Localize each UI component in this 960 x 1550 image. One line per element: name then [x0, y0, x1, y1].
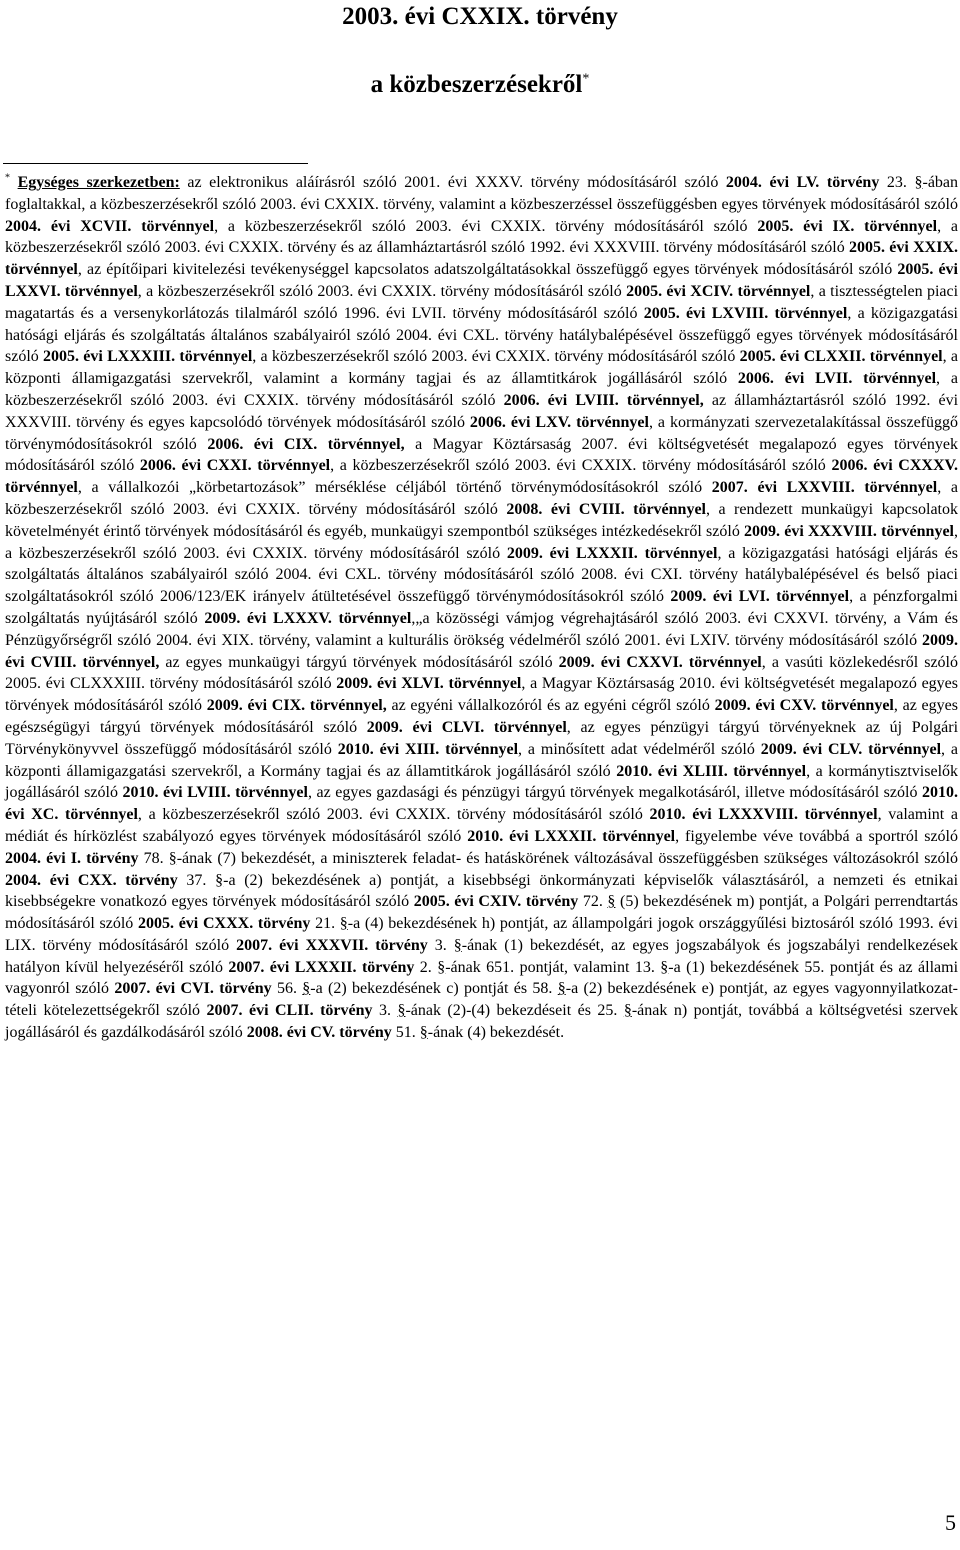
footnote-text-run: , valamint a médiát és hírközlést szabályozó egyes törvények módosításáról szóló — [5, 806, 959, 845]
law-reference: 2008. évi CV. törvény — [246, 1024, 392, 1042]
law-reference: 2005. évi XCIV. törvénnyel — [626, 282, 811, 300]
footnote-text-run: -ának (1) bekezdését, az egyes jogszabályok és jogszabályi rendelkezések hatályon kívül helyezéséről szóló — [5, 936, 958, 976]
footnote-text-run: 2. — [414, 958, 438, 976]
section-sign: § — [302, 980, 311, 998]
law-reference: 2004. évi LV. törvény — [725, 174, 880, 191]
subtitle-text: a közbeszerzésekről — [370, 71, 583, 98]
footnote-text-run: -ának (2)-(4) bekezdéseit és 25. — [405, 1002, 624, 1020]
law-reference: 2009. évi CXXVI. törvénnyel — [558, 653, 762, 671]
section-sign: § — [215, 871, 224, 889]
law-reference: 2010. évi XLIII. törvénnyel — [616, 762, 807, 780]
section-sign: § — [453, 936, 462, 954]
footnote-text-run: -a (2) bekezdésének a) pontját, a kisebbségi önkormányzati képviselők választásáról, a nemzeti és etnikai kisebbségekre vonatkozó egyes törvények módosításáról szóló — [5, 871, 959, 911]
footnote-text-run: , a minősített adat védelméről szóló — [518, 740, 761, 758]
footnote-text-run: , a közbeszerzésekről szóló 2003. évi CXXIX. törvény módosításáról szóló — [5, 479, 959, 518]
law-reference: 2007. évi XXXVII. törvény — [236, 936, 428, 954]
footnote-text-run: ,„a közösségi vámjog végrehajtásáról szóló 2003. évi CXXVI. törvény, a Vám és Pénzügyőrségről szóló 2004. évi XIX. törvény, valamint a kulturális örökség védelméről szóló 2001. évi LXIV. törvény módosításáról szóló — [5, 609, 959, 649]
footnote-text-run: , az egyes gazdasági és pénzügyi tárgyú törvények megalkotásáról, illetve módosításáról szóló — [307, 784, 922, 802]
footnote-text-run: , a kormánytisztviselők jogállásáról szóló — [5, 762, 959, 802]
section-sign: § — [419, 1024, 428, 1042]
law-reference: 2009. évi CVIII. törvénnyel, — [5, 631, 958, 671]
footnote-text-run: , a közbeszerzésekről szóló 2003. évi CXXIX. törvény módosításáról szóló — [5, 522, 958, 562]
section-sign: § — [339, 915, 348, 933]
law-reference: 2007. évi LXXXII. törvény — [228, 958, 415, 976]
footnote-text-run: , a Magyar Köztársaság 2010. évi költségvetését megalapozó egyes törvények módosításáról szóló — [5, 675, 958, 715]
law-reference: 2007. évi CVI. törvény — [114, 980, 272, 998]
section-sign: § — [607, 893, 616, 911]
law-reference: 2009. évi CLVI. törvénnyel — [366, 718, 567, 736]
footnote-text-run: 21. — [310, 915, 340, 933]
footnote-text-run: , figyelembe véve továbbá a sportról szóló — [675, 827, 959, 845]
document-title: 2003. évi CXXIX. törvény — [342, 3, 618, 30]
law-reference: 2009. évi LVI. törvénnyel — [670, 588, 850, 606]
section-sign: § — [397, 1002, 406, 1020]
footnote-text-run: 23. — [879, 174, 915, 191]
law-reference: 2005. évi LXXXIII. törvénnyel — [43, 348, 253, 366]
law-reference: 2009. évi LXXXII. törvénnyel — [506, 544, 718, 562]
footnote-body — [5, 174, 958, 1041]
footnote-text — [5, 172, 958, 1044]
section-sign: § — [437, 958, 446, 976]
law-reference: 2005. évi LXVIII. törvénnyel — [643, 304, 848, 322]
title-footnote-mark: * — [582, 71, 590, 87]
footnote-text-run: , a központi államigazgatási szervekről, a Kormány tagjai és az államtitkárok jogállásáról szóló — [5, 740, 959, 780]
law-reference: 2010. évi LXXXII. törvénnyel — [467, 827, 676, 845]
page-number: 5 — [945, 1510, 956, 1535]
footnote-text-run: , a közigazgatási hatósági eljárás és szolgáltatás általános szabályairól szóló 2004. évi CXL. törvény hatálybalépésével összefüggő egyes törvények módosításáról szóló — [5, 304, 958, 366]
footnote-text-run: a Magyar Köztársaság 2007. évi költségvetését megalapozó egyes törvények módosításáról szóló — [5, 435, 959, 475]
footnote-text-run: -a (2) bekezdésének c) pontját és 58. — [310, 980, 558, 998]
law-reference: 2010. évi XC. törvénnyel — [5, 784, 958, 824]
footnote-text-run: az elektronikus aláírásról szóló 2001. évi XXXV. törvény módosításáról szóló — [179, 174, 726, 191]
footnote-text-run: , a kormányzati szervezetalakítással összefüggő törvénymódosításokról szóló — [5, 413, 959, 453]
section-sign: § — [623, 1002, 632, 1020]
law-reference: 2005. évi CLXXII. törvénnyel — [739, 348, 943, 366]
law-reference: 2004. évi I. törvény — [5, 849, 139, 867]
footnote-text-run: -a (4) bekezdésének h) pontját, az állampolgári jogok országgyűlési biztosáról szóló 1993. évi LIX. törvény módosításáról szóló — [5, 915, 958, 954]
law-reference: 2004. évi XCVII. törvénnyel — [5, 217, 215, 235]
law-reference: 2009. évi XLVI. törvénnyel — [336, 675, 522, 693]
footnote-text-run: az egyéni vállalkozóról és az egyéni cégről szóló — [386, 697, 715, 715]
law-reference: 2006. évi LVIII. törvénnyel, — [503, 391, 704, 409]
law-reference: 2009. évi CLV. törvénnyel — [760, 740, 942, 758]
footnote-text-run: , a tisztességtelen piaci magatartás és a versenykorlátozás tilalmáról szóló 1996. évi LVII. törvény módosításáról szóló — [5, 282, 959, 322]
footnote-text-run: , a közbeszerzésekről szóló 2003. évi CXXIX. törvény módosításáról szóló — [214, 217, 758, 235]
law-reference: 2010. évi LVIII. törvénnyel — [122, 784, 308, 802]
law-reference: 2009. évi XXXVIII. törvénnyel — [744, 522, 954, 540]
footnote-text-run: , a közigazgatási hatósági eljárás és szolgáltatás általános szabályairól szóló 2004. évi CXL. törvény módosításáról szóló 2008. évi CXI. törvény hatálybalépésével és belső piaci szolgáltatásokról szóló 2006/123/EK irányelv átültetésével összefüggő törvénymódosításokról szóló — [5, 544, 959, 606]
footnote-text-run: , a rendezett munkaügyi kapcsolatok követelményét érintő törvények módosításáról és egyéb, munkaügyi szempontból szükséges intézkedésekről szóló — [5, 500, 958, 540]
law-reference: 2007. évi CLII. törvény — [206, 1002, 373, 1020]
footnote-text-run: , a központi államigazgatási szervekről, valamint a kormány tagjai és az államtitkárok jogállásáról szóló — [5, 348, 959, 388]
law-reference: 2004. évi CXX. törvény — [5, 871, 178, 889]
section-sign: § — [660, 958, 669, 976]
footnote-text-run: , a vasúti közlekedésről szóló 2005. évi CLXXXIII. törvény módosításáról szóló — [5, 653, 958, 693]
section-sign: § — [557, 980, 566, 998]
footnote-text-run: az egyes munkaügyi tárgyú törvények módosításáról szóló — [159, 653, 559, 671]
law-reference: 2006. évi CXXI. törvénnyel — [139, 457, 331, 475]
footnote-label: Egységes szerkezetben: — [17, 174, 180, 191]
footnote-text-run: , az építőipari kivitelezési tevékenységgel kapcsolatos adatszolgáltatásokkal összefüggő egyes törvények módosításáról szóló — [77, 261, 898, 279]
section-sign: § — [168, 849, 177, 867]
law-reference: 2005. évi CXIV. törvény — [413, 893, 579, 911]
law-reference: 2006. évi LVII. törvénnyel — [737, 370, 937, 388]
footnote-text-run: -ának n) pontját, továbbá a költségvetési szervek jogállásáról és gazdálkodásáról szóló — [5, 1002, 958, 1042]
footnote-text-run: , a közbeszerzésekről szóló 2003. évi CXXIX. törvény módosításáról szóló — [330, 457, 832, 475]
law-reference: 2006. évi CXXXV. törvénnyel — [5, 457, 959, 497]
law-reference: 2007. évi LXXVIII. törvénnyel — [711, 479, 938, 497]
footnote-text-run: 51. — [391, 1024, 420, 1042]
footnote-marker: * — [5, 172, 10, 184]
footnote-text-run: az államháztartásról szóló 1992. évi XXXVIII. törvény és egyes kapcsolódó törvények módosításáról szóló — [5, 391, 959, 431]
law-reference: 2008. évi CVIII. törvénnyel — [506, 500, 706, 518]
footnote-text-run: (5) bekezdésének m) pontját, a Polgári perrendtartás módosításáról szóló — [5, 893, 959, 933]
footnote-text-run: , a pénzforgalmi szolgáltatás nyújtásáról szóló — [5, 588, 959, 627]
law-reference: 2009. évi LXXXV. törvénnyel — [204, 609, 412, 627]
footnote-text-run: , a közbeszerzésekről szóló 2003. évi CXXIX. törvény és az államháztartásról szóló 1992. évi XXXVIII. törvény módosításáról szóló — [5, 217, 959, 257]
footnote-text-run: 56. — [271, 980, 303, 998]
law-reference: 2006. évi CIX. törvénnyel, — [207, 435, 405, 453]
law-reference: 2005. évi IX. törvénnyel — [757, 217, 938, 235]
footnote-text-run: -a (2) bekezdésének e) pontját, az egyes vagyonnyilatkozat-tételi kötelezettségekről szóló — [5, 980, 959, 1020]
law-reference: 2010. évi XIII. törvénnyel — [337, 740, 519, 758]
footnote-text-run: , a közbeszerzésekről szóló 2003. évi CXXIX. törvény módosításáról szóló — [137, 282, 627, 300]
document-subtitle — [0, 70, 960, 100]
law-reference: 2009. évi CIX. törvénnyel, — [206, 697, 387, 715]
footnote-text-run: , a közbeszerzésekről szóló 2003. évi CXXIX. törvény módosításáról szóló — [252, 348, 740, 366]
law-reference: 2009. évi CXV. törvénnyel — [714, 697, 894, 715]
law-reference: 2006. évi LXV. törvénnyel — [469, 413, 649, 431]
law-reference: 2005. évi XXIX. törvénnyel — [5, 239, 959, 279]
footnote-text-run: -ának (7) bekezdését, a miniszterek feladat- és hatáskörének változásával összefüggésben szükséges változásokról szóló — [176, 849, 959, 867]
law-reference: 2010. évi LXXXVIII. törvénnyel — [649, 806, 878, 824]
footnote-text-run: , az egyes egészségügyi tárgyú törvények módosításáról szóló — [5, 697, 958, 736]
footnote-text-run: , a közbeszerzésekről szóló 2003. évi CXXIX. törvény módosításáról szóló — [137, 806, 650, 824]
footnote-text-run: 37. — [177, 871, 216, 889]
law-reference: 2005. évi LXXVI. törvénnyel — [5, 261, 958, 300]
footnote-text-run: -ának (4) bekezdését. — [427, 1024, 565, 1042]
footnote-text-run: 3. — [372, 1002, 398, 1020]
law-reference: 2005. évi CXXX. törvény — [137, 915, 311, 933]
footnote-text-run: -ában foglaltakkal, a közbeszerzésekről szóló 2003. évi CXXIX. törvény, valamint a közbeszerzéssel összefüggésben egyes törvények módosításáról szóló — [5, 174, 959, 213]
footnote-text-run: , a közbeszerzésekről szóló 2003. évi CXXIX. törvény módosításáról szóló — [5, 370, 958, 409]
footnote-text-run: 3. — [427, 936, 454, 954]
footnote-text-run: -a (1) bekezdésének 55. pontját és az állami vagyonról szóló — [5, 958, 959, 998]
footnote-text-run: 72. — [578, 893, 608, 911]
section-sign: § — [914, 174, 923, 191]
footnote-text-run: , az egyes pénzügyi tárgyú törvényeknek az új Polgári Törvénykönyvvel összefüggő módosításáról szóló — [5, 718, 959, 758]
footnote-text-run: 78. — [138, 849, 169, 867]
footnote-separator — [3, 163, 308, 164]
footnote-text-run: , a vállalkozói „körbetartozások” mérséklése céljából történő törvénymódosításokról szóló — [77, 479, 712, 497]
footnote-text-run: -ának 651. pontját, valamint 13. — [445, 958, 661, 976]
